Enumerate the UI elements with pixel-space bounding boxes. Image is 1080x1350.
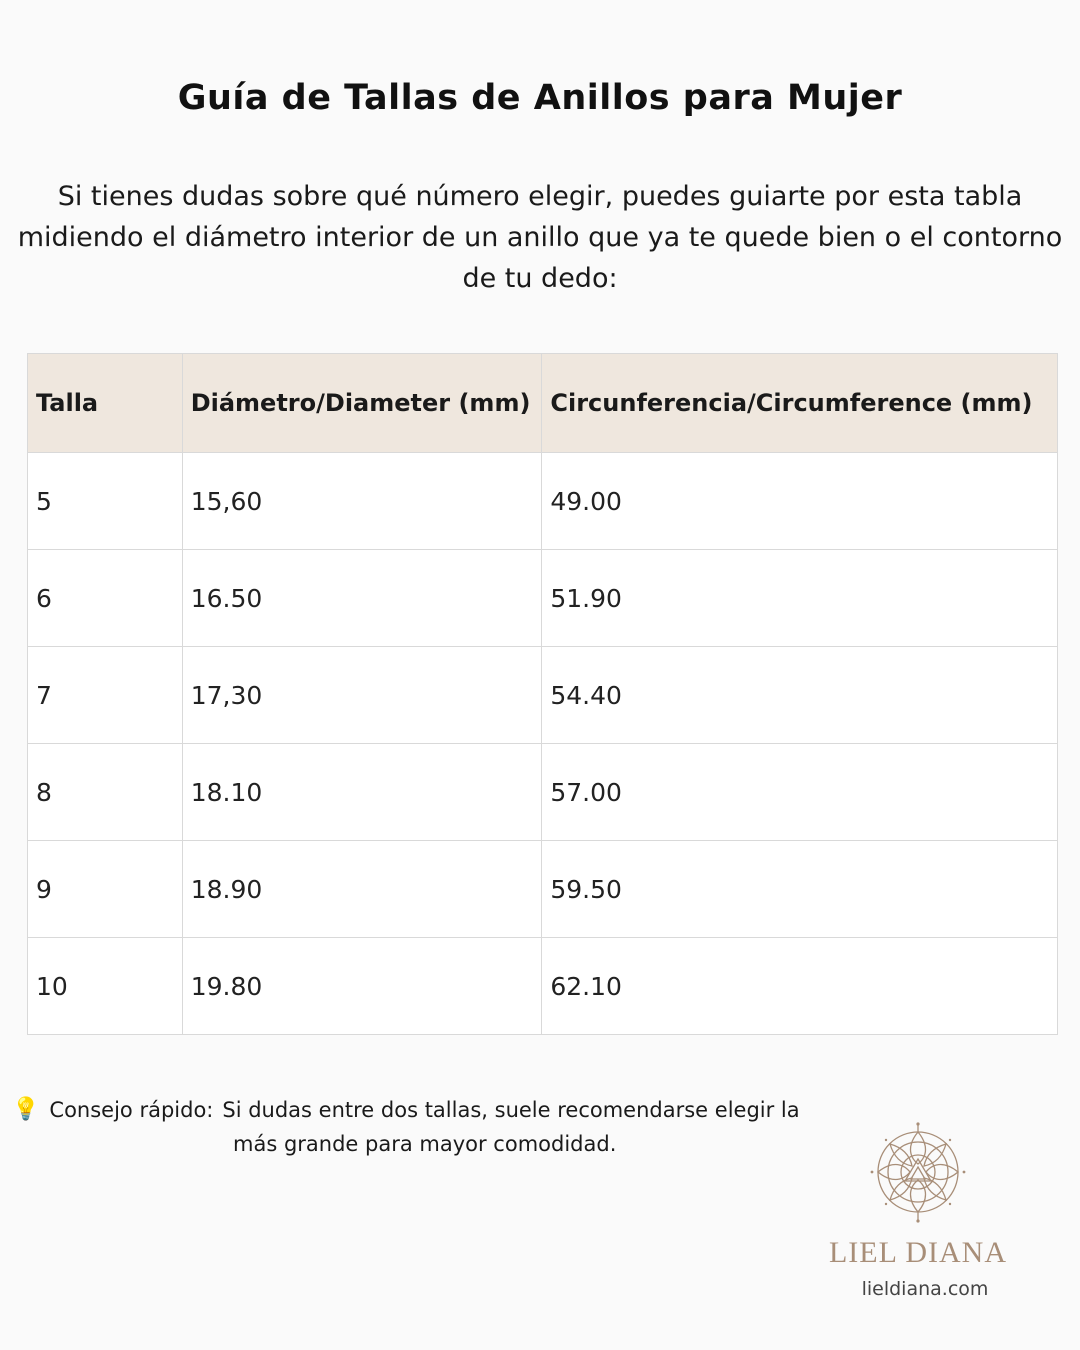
brand-website: lieldiana.com xyxy=(861,1278,989,1300)
circumference-cell: 54.40 xyxy=(542,647,1058,744)
page-title: Guía de Tallas de Anillos para Mujer xyxy=(177,78,903,118)
quick-tip xyxy=(12,1093,872,1161)
table-header-row xyxy=(28,354,1058,453)
table-row xyxy=(28,453,1058,550)
tip-label: Consejo rápido: xyxy=(49,1098,214,1122)
tip-text-line: más grande para mayor comodidad. xyxy=(233,1132,617,1156)
column-header-diameter: Diámetro/Diameter (mm) xyxy=(182,354,542,453)
column-header-size: Talla xyxy=(28,354,183,453)
intro-text xyxy=(0,176,1080,299)
table-row xyxy=(28,647,1058,744)
size-cell: 9 xyxy=(28,841,183,938)
circumference-cell: 59.50 xyxy=(542,841,1058,938)
circumference-cell: 62.10 xyxy=(542,938,1058,1035)
diameter-cell: 18.10 xyxy=(182,744,542,841)
circumference-cell: 57.00 xyxy=(542,744,1058,841)
size-cell: 5 xyxy=(28,453,183,550)
circumference-cell: 49.00 xyxy=(542,453,1058,550)
table-row xyxy=(28,938,1058,1035)
diameter-cell: 18.90 xyxy=(182,841,542,938)
column-header-circumference: Circunferencia/Circumference (mm) xyxy=(542,354,1058,453)
ring-size-table xyxy=(27,353,1058,1035)
table-row xyxy=(28,744,1058,841)
intro-line: de tu dedo: xyxy=(462,263,618,294)
intro-line: Si tienes dudas sobre qué número elegir, puedes guiarte por esta tabla xyxy=(57,181,1023,212)
size-cell: 7 xyxy=(28,647,183,744)
size-cell: 6 xyxy=(28,550,183,647)
brand-logo-mandala-icon xyxy=(858,1120,978,1232)
size-cell: 8 xyxy=(28,744,183,841)
size-cell: 10 xyxy=(28,938,183,1035)
brand-name: LIEL DIANA xyxy=(828,1236,1007,1269)
diameter-cell: 17,30 xyxy=(182,647,542,744)
lightbulb-icon: 💡 xyxy=(12,1097,40,1122)
diameter-cell: 19.80 xyxy=(182,938,542,1035)
table-row xyxy=(28,550,1058,647)
table-row xyxy=(28,841,1058,938)
tip-text-line: Si dudas entre dos tallas, suele recomendarse elegir la xyxy=(222,1098,800,1122)
diameter-cell: 15,60 xyxy=(182,453,542,550)
diameter-cell: 16.50 xyxy=(182,550,542,647)
circumference-cell: 51.90 xyxy=(542,550,1058,647)
intro-line: midiendo el diámetro interior de un anillo que ya te quede bien o el contorno xyxy=(17,222,1063,253)
